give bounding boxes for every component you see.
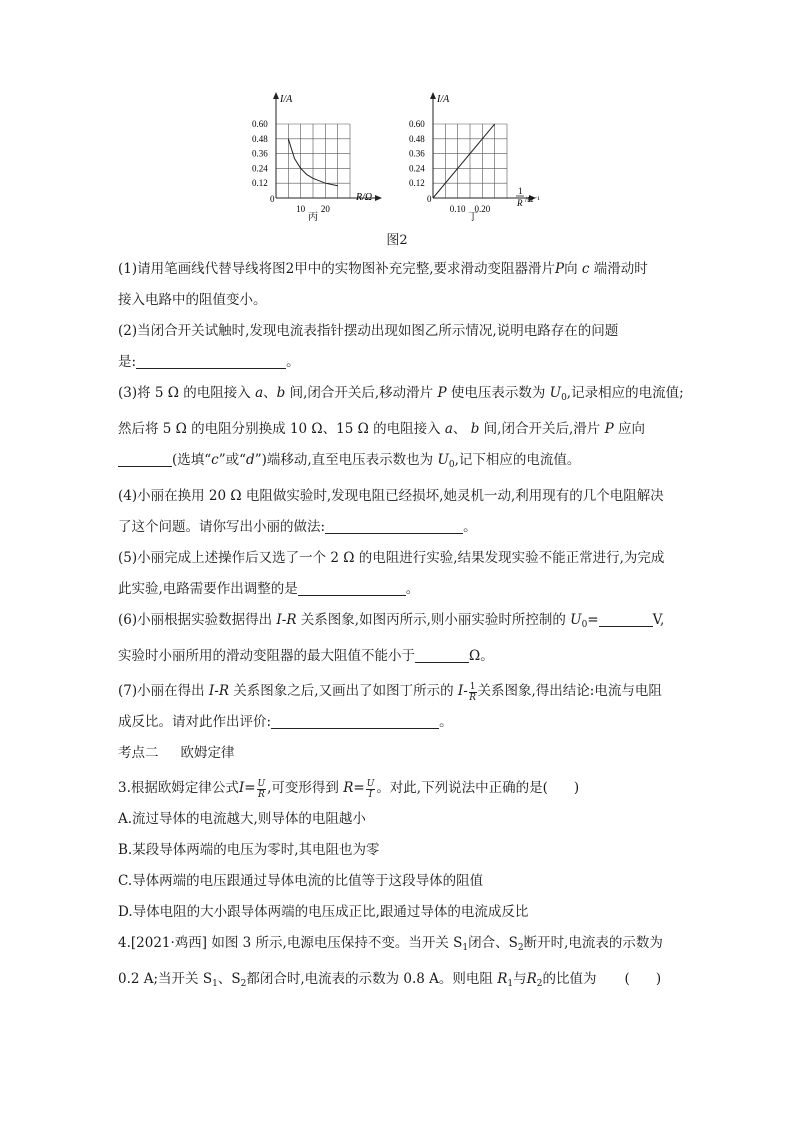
- chart-right-series-line: [433, 124, 495, 198]
- chart-right-origin: 0: [427, 194, 432, 204]
- q2-part1-line1: (1)请用笔画线代替导线将图2甲中的实物图补充完整,要求滑动变阻器滑片P向 c 端滑动时: [118, 261, 648, 277]
- q2-part1-line2: 接入电路中的阻值变小。: [118, 292, 267, 308]
- question-body: [118, 254, 684, 1000]
- chart-left-y-arrow: [273, 92, 279, 99]
- q2-part2-line2: 是: 。: [118, 354, 300, 370]
- q3-option-d[interactable]: D.导体电阻的大小跟导体两端的电压成正比,跟通过导体的电流成反比: [118, 904, 529, 920]
- q3-stem: 3.根据欧姆定律公式I= $\frac{U}{R}$ ,可变形得到 R= $\frac{U}{I}$ 。对此,下列说法中正确的是( ): [118, 779, 580, 800]
- chart-right-ytick-label: 0.12: [409, 178, 425, 189]
- q2-part5-line1: (5)小丽完成上述操作后又选了一个 2 Ω 的电阻进行实验,结果发现实验不能正常进行,为完成: [118, 550, 665, 566]
- answer-blank[interactable]: [415, 646, 469, 663]
- answer-blank[interactable]: [136, 352, 286, 369]
- figure-2-graphs: [240, 88, 560, 248]
- q2-part6-line2: 实验时小丽所用的滑动变阻器的最大阻值不能小于 Ω。: [118, 648, 494, 664]
- chart-left-ytick-label: 0.36: [252, 148, 268, 159]
- chart-right-y-arrow: [430, 92, 436, 99]
- answer-blank[interactable]: [325, 517, 463, 534]
- q2-part7-line1: (7)小丽在得出 I-R 关系图象之后,又画出了如图丁所示的 I- $\frac{1}{R}$ 关系图象,得出结论:电流与电阻: [118, 682, 662, 703]
- chart-right-xtick-label: 0.10: [449, 204, 466, 214]
- q2-part6-line1: (6)小丽根据实验数据得出 I-R 关系图象,如图丙所示,则小丽实验时所控制的 $U_0= V$,: [118, 612, 665, 630]
- q4-stem-line2: 0.2 A;当开关 $S_1$、$S_2$都闭合时,电流表的示数为 0.8 A。则电阻 $R_1$与$R_2$的比值为 ( ): [118, 971, 662, 989]
- chart-left-ytick-label: 0.24: [252, 163, 268, 174]
- q4-stem-line1: 4.[2021·鸡西] 如图 3 所示,电源电压保持不变。当开关 $S_1$闭合、$S_2$断开时,电流表的示数为: [118, 935, 663, 953]
- chart-right-ytick-label: 0.60: [409, 119, 425, 129]
- chart-left-ytick-label: 0.60: [252, 119, 268, 129]
- answer-blank[interactable]: [599, 610, 653, 627]
- fraction-u-over-i: $\frac{U}{I}$: [366, 779, 375, 800]
- q3-option-b[interactable]: B.某段导体两端的电压为零时,其电阻也为零: [118, 842, 380, 858]
- q2-part3-line1: (3)将 5 Ω 的电阻接入 a、b 间,闭合开关后,移动滑片 P 使电压表示数为 $U_0$,记录相应的电流值;: [118, 385, 684, 403]
- chart-right-grid: [433, 124, 507, 198]
- chart-right-xlabel-den: R: [517, 198, 523, 208]
- chart-left-grid: [276, 124, 350, 198]
- chart-right-ylabel: I/A: [437, 94, 450, 105]
- chart-left-origin: 0: [270, 194, 275, 204]
- chart-left-ytick-label: 0.48: [252, 133, 268, 144]
- chart-left-panel-label: 丙: [308, 212, 318, 223]
- fraction-u-over-r: $\frac{U}{R}$: [257, 779, 266, 800]
- chart-i-inverse-r: [409, 92, 540, 223]
- q2-part7-line2: 成反比。请对此作出评价: 。: [118, 714, 453, 730]
- chart-left-xtick-label: 10: [296, 204, 306, 214]
- q2-part2-line1: (2)当闭合开关试触时,发现电流表指针摆动出现如图乙所示情况,说明电路存在的问题: [118, 323, 619, 339]
- answer-blank[interactable]: [298, 579, 406, 596]
- chart-right-ytick-label: 0.36: [409, 148, 425, 159]
- q2-part3-line2: 然后将 5 Ω 的电阻分别换成 10 Ω、15 Ω 的电阻接入 a、 b 间,闭合开关后,滑片 P 应向: [118, 421, 645, 437]
- answer-blank[interactable]: [271, 712, 439, 729]
- q2-part4-line1: (4)小丽在换用 20 Ω 电阻做实验时,发现电阻已经损坏,她灵机一动,利用现有的几个电阻解决: [118, 488, 664, 504]
- chart-right-xlabel-num: 1: [518, 186, 523, 196]
- chart-left-x-arrow: [375, 195, 382, 201]
- q3-option-a[interactable]: A.流过导体的电流越大,则导体的电阻越小: [118, 811, 366, 827]
- chart-left-ytick-label: 0.12: [252, 178, 268, 189]
- chart-right-xlabel-unit: /Ω⁻¹: [525, 195, 540, 204]
- chart-left-xtick-label: 20: [320, 204, 330, 214]
- q2-part3-line3: (选填“c”或“d”)端移动,直至电压表示数也为 $U_0$,记下相应的电流值。: [118, 445, 684, 481]
- chart-right-xtick-label: 0.20: [474, 204, 491, 214]
- fraction-1-over-r: $\frac{1}{R}$: [469, 682, 477, 703]
- figure-caption: 图2: [386, 233, 408, 248]
- q3-option-c[interactable]: C.导体两端的电压跟通过导体电流的比值等于这段导体的阻值: [118, 873, 484, 889]
- chart-right-panel-label: 丁: [468, 212, 478, 223]
- chart-right-ytick-label: 0.24: [409, 163, 425, 174]
- chart-i-r: [252, 92, 382, 223]
- q2-part4-line2: 了这个问题。请你写出小丽的做法: 。: [118, 519, 477, 535]
- q2-part5-line2: 此实验,电路需要作出调整的是 。: [118, 581, 420, 597]
- chart-left-ylabel: I/A: [280, 94, 293, 105]
- chart-left-xlabel: R/Ω: [356, 192, 373, 203]
- chart-right-ytick-label: 0.48: [409, 133, 425, 144]
- section-heading: 考点二 欧姆定律: [118, 745, 235, 761]
- answer-blank[interactable]: [118, 450, 172, 467]
